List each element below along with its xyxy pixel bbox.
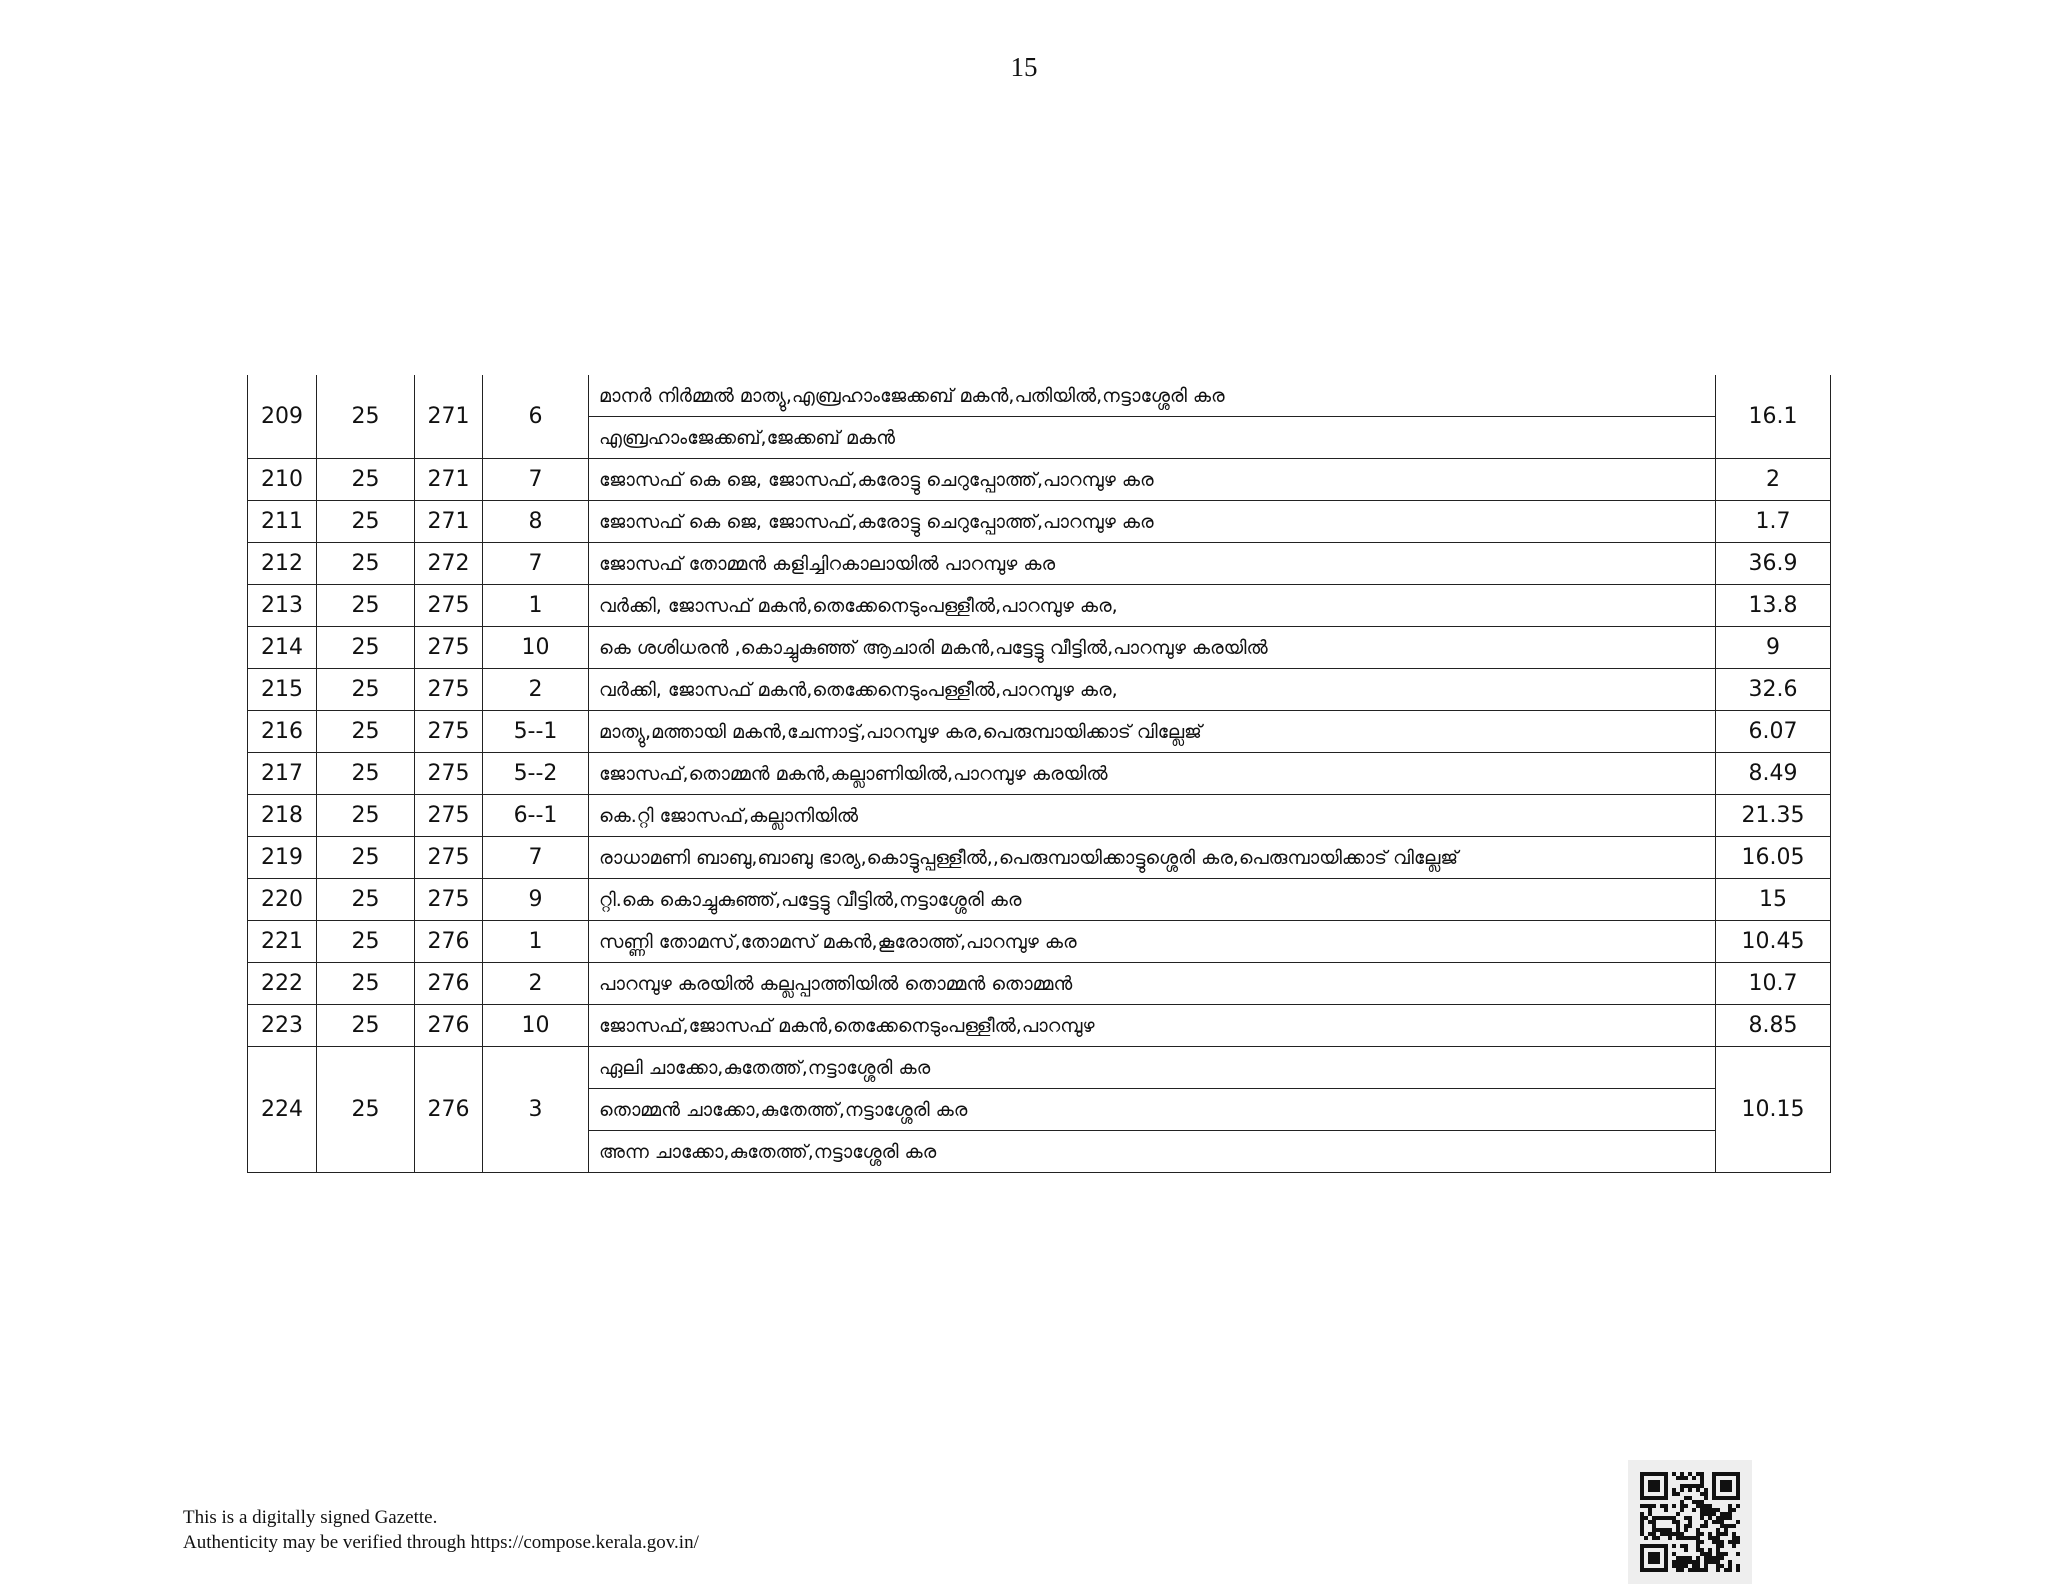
owner-cell: റ്റി.കെ കൊച്ചുകുഞ്ഞ്,പട്ടേട്ടു വീട്ടിൽ,നട്ടാശ്ശേരി കര	[589, 879, 1716, 921]
sl-no-cell: 216	[248, 711, 317, 753]
sl-no-cell: 213	[248, 585, 317, 627]
sl-no-cell: 212	[248, 543, 317, 585]
footer-signed-note: This is a digitally signed Gazette.	[183, 1507, 438, 1528]
sl-no-cell: 211	[248, 501, 317, 543]
owner-cell: വർക്കി, ജോസഫ് മകൻ,തെക്കേനെടുംപള്ളീൽ,പാറമ്പുഴ കര,	[589, 585, 1716, 627]
sl-no-cell: 223	[248, 1005, 317, 1047]
sub-division-cell: 3	[483, 1047, 589, 1173]
area-cell: 21.35	[1716, 795, 1831, 837]
area-cell: 8.85	[1716, 1005, 1831, 1047]
block-no-cell: 25	[317, 1005, 415, 1047]
gazette-footer	[183, 1505, 699, 1555]
sl-no-cell: 214	[248, 627, 317, 669]
area-cell: 32.6	[1716, 669, 1831, 711]
sub-division-cell: 2	[483, 963, 589, 1005]
sub-division-cell: 7	[483, 459, 589, 501]
sl-no-cell: 220	[248, 879, 317, 921]
page-number: 15	[1010, 52, 1038, 82]
sub-division-cell: 1	[483, 921, 589, 963]
survey-no-cell: 276	[415, 1047, 483, 1173]
owner-cell: ജോസഫ്,തൊമ്മൻ മകൻ,കല്ലാണിയിൽ,പാറമ്പുഴ കരയിൽ	[589, 753, 1716, 795]
owner-cell: കെ.റ്റി ജോസഫ്,കല്ലാനിയിൽ	[589, 795, 1716, 837]
sl-no-cell: 222	[248, 963, 317, 1005]
area-cell: 6.07	[1716, 711, 1831, 753]
area-cell: 15	[1716, 879, 1831, 921]
block-no-cell: 25	[317, 921, 415, 963]
table-body	[248, 375, 1831, 1173]
survey-no-cell: 271	[415, 459, 483, 501]
survey-no-cell: 276	[415, 1005, 483, 1047]
survey-no-cell: 276	[415, 921, 483, 963]
survey-no-cell: 271	[415, 375, 483, 459]
table-row	[248, 1005, 1831, 1047]
owner-cell: ഏലി ചാക്കോ,കുതേത്ത്,നട്ടാശ്ശേരി കര	[589, 1047, 1716, 1089]
owner-cell: അന്ന ചാക്കോ,കുതേത്ത്,നട്ടാശ്ശേരി കര	[589, 1131, 1716, 1173]
owner-cell: മാത്യു,മത്തായി മകൻ,ചേന്നാട്ട്,പാറമ്പുഴ കര,പെരുമ്പായിക്കാട് വില്ലേജ്	[589, 711, 1716, 753]
land-acquisition-table	[247, 375, 1831, 1173]
block-no-cell: 25	[317, 501, 415, 543]
block-no-cell: 25	[317, 585, 415, 627]
table-row	[248, 795, 1831, 837]
table-row	[248, 963, 1831, 1005]
sub-division-cell: 7	[483, 543, 589, 585]
sub-division-cell: 8	[483, 501, 589, 543]
table-row	[248, 501, 1831, 543]
table-row	[248, 711, 1831, 753]
sl-no-cell: 210	[248, 459, 317, 501]
table-row	[248, 543, 1831, 585]
block-no-cell: 25	[317, 879, 415, 921]
owner-cell: ജോസഫ് കെ ജെ, ജോസഫ്,കരോട്ടു ചെറുപ്പോത്ത്,പാറമ്പുഴ കര	[589, 501, 1716, 543]
owner-cell: ജോസഫ് തോമ്മൻ കളിച്ചിറകാലായിൽ പാറമ്പുഴ കര	[589, 543, 1716, 585]
table-row	[248, 375, 1831, 417]
block-no-cell: 25	[317, 1047, 415, 1173]
sub-division-cell: 1	[483, 585, 589, 627]
area-cell: 36.9	[1716, 543, 1831, 585]
sub-division-cell: 6--1	[483, 795, 589, 837]
sub-division-cell: 10	[483, 1005, 589, 1047]
sl-no-cell: 209	[248, 375, 317, 459]
area-cell: 16.1	[1716, 375, 1831, 459]
owner-cell: ജോസഫ്,ജോസഫ് മകൻ,തെക്കേനെടുംപള്ളീൽ,പാറമ്പുഴ	[589, 1005, 1716, 1047]
footer-verification-note: Authenticity may be verified through https://compose.kerala.gov.in/	[183, 1532, 699, 1553]
survey-no-cell: 275	[415, 753, 483, 795]
table-row	[248, 459, 1831, 501]
survey-no-cell: 272	[415, 543, 483, 585]
sl-no-cell: 219	[248, 837, 317, 879]
table-row	[248, 585, 1831, 627]
area-cell: 16.05	[1716, 837, 1831, 879]
area-cell: 9	[1716, 627, 1831, 669]
sub-division-cell: 7	[483, 837, 589, 879]
block-no-cell: 25	[317, 963, 415, 1005]
table-row	[248, 879, 1831, 921]
owner-cell: രാധാമണി ബാബു,ബാബു ഭാര്യ,കൊട്ടുപ്പള്ളീൽ,,പെരുമ്പായിക്കാട്ടുശ്ശെരി കര,പെരുമ്പായിക്കാട് വില്ലേജ്	[589, 837, 1716, 879]
survey-no-cell: 276	[415, 963, 483, 1005]
table-row	[248, 627, 1831, 669]
sl-no-cell: 218	[248, 795, 317, 837]
block-no-cell: 25	[317, 795, 415, 837]
owner-cell: കെ ശശിധരൻ ,കൊച്ചുകുഞ്ഞ് ആചാരി മകൻ,പട്ടേട്ടു വീട്ടിൽ,പാറമ്പുഴ കരയിൽ	[589, 627, 1716, 669]
area-cell: 10.45	[1716, 921, 1831, 963]
owner-cell: പാറമ്പുഴ കരയിൽ കല്ലപ്പാത്തിയിൽ തൊമ്മൻ തൊമ്മൻ	[589, 963, 1716, 1005]
block-no-cell: 25	[317, 669, 415, 711]
area-cell: 1.7	[1716, 501, 1831, 543]
sl-no-cell: 217	[248, 753, 317, 795]
sl-no-cell: 221	[248, 921, 317, 963]
owner-cell: എബ്രഹാംജേക്കബ്,ജേക്കബ് മകൻ	[589, 417, 1716, 459]
owner-cell: തൊമ്മൻ ചാക്കോ,കുതേത്ത്,നട്ടാശ്ശേരി കര	[589, 1089, 1716, 1131]
survey-no-cell: 275	[415, 711, 483, 753]
owner-cell: സണ്ണി തോമസ്,തോമസ് മകൻ,കൂരോത്ത്,പാറമ്പുഴ കര	[589, 921, 1716, 963]
owner-cell: ജോസഫ് കെ ജെ, ജോസഫ്,കരോട്ടു ചെറുപ്പോത്ത്,പാറമ്പുഴ കര	[589, 459, 1716, 501]
table-row	[248, 921, 1831, 963]
area-cell: 2	[1716, 459, 1831, 501]
area-cell: 10.15	[1716, 1047, 1831, 1173]
table-row	[248, 669, 1831, 711]
sub-division-cell: 5--2	[483, 753, 589, 795]
owner-cell: മാനർ നിർമ്മൽ മാത്യു,എബ്രഹാംജേക്കബ് മകൻ,പതിയിൽ,നട്ടാശ്ശേരി കര	[589, 375, 1716, 417]
survey-no-cell: 275	[415, 669, 483, 711]
block-no-cell: 25	[317, 459, 415, 501]
block-no-cell: 25	[317, 711, 415, 753]
sub-division-cell: 2	[483, 669, 589, 711]
qr-code-icon	[1628, 1460, 1752, 1584]
area-cell: 13.8	[1716, 585, 1831, 627]
sl-no-cell: 224	[248, 1047, 317, 1173]
survey-no-cell: 275	[415, 627, 483, 669]
block-no-cell: 25	[317, 753, 415, 795]
block-no-cell: 25	[317, 543, 415, 585]
table-row	[248, 1047, 1831, 1089]
table-row	[248, 753, 1831, 795]
block-no-cell: 25	[317, 837, 415, 879]
sub-division-cell: 5--1	[483, 711, 589, 753]
owner-cell: വർക്കി, ജോസഫ് മകൻ,തെക്കേനെടുംപള്ളീൽ,പാറമ്പുഴ കര,	[589, 669, 1716, 711]
sub-division-cell: 9	[483, 879, 589, 921]
survey-no-cell: 275	[415, 837, 483, 879]
block-no-cell: 25	[317, 375, 415, 459]
survey-no-cell: 271	[415, 501, 483, 543]
sl-no-cell: 215	[248, 669, 317, 711]
survey-no-cell: 275	[415, 879, 483, 921]
area-cell: 8.49	[1716, 753, 1831, 795]
table-row	[248, 837, 1831, 879]
sub-division-cell: 6	[483, 375, 589, 459]
block-no-cell: 25	[317, 627, 415, 669]
survey-no-cell: 275	[415, 585, 483, 627]
sub-division-cell: 10	[483, 627, 589, 669]
area-cell: 10.7	[1716, 963, 1831, 1005]
survey-no-cell: 275	[415, 795, 483, 837]
